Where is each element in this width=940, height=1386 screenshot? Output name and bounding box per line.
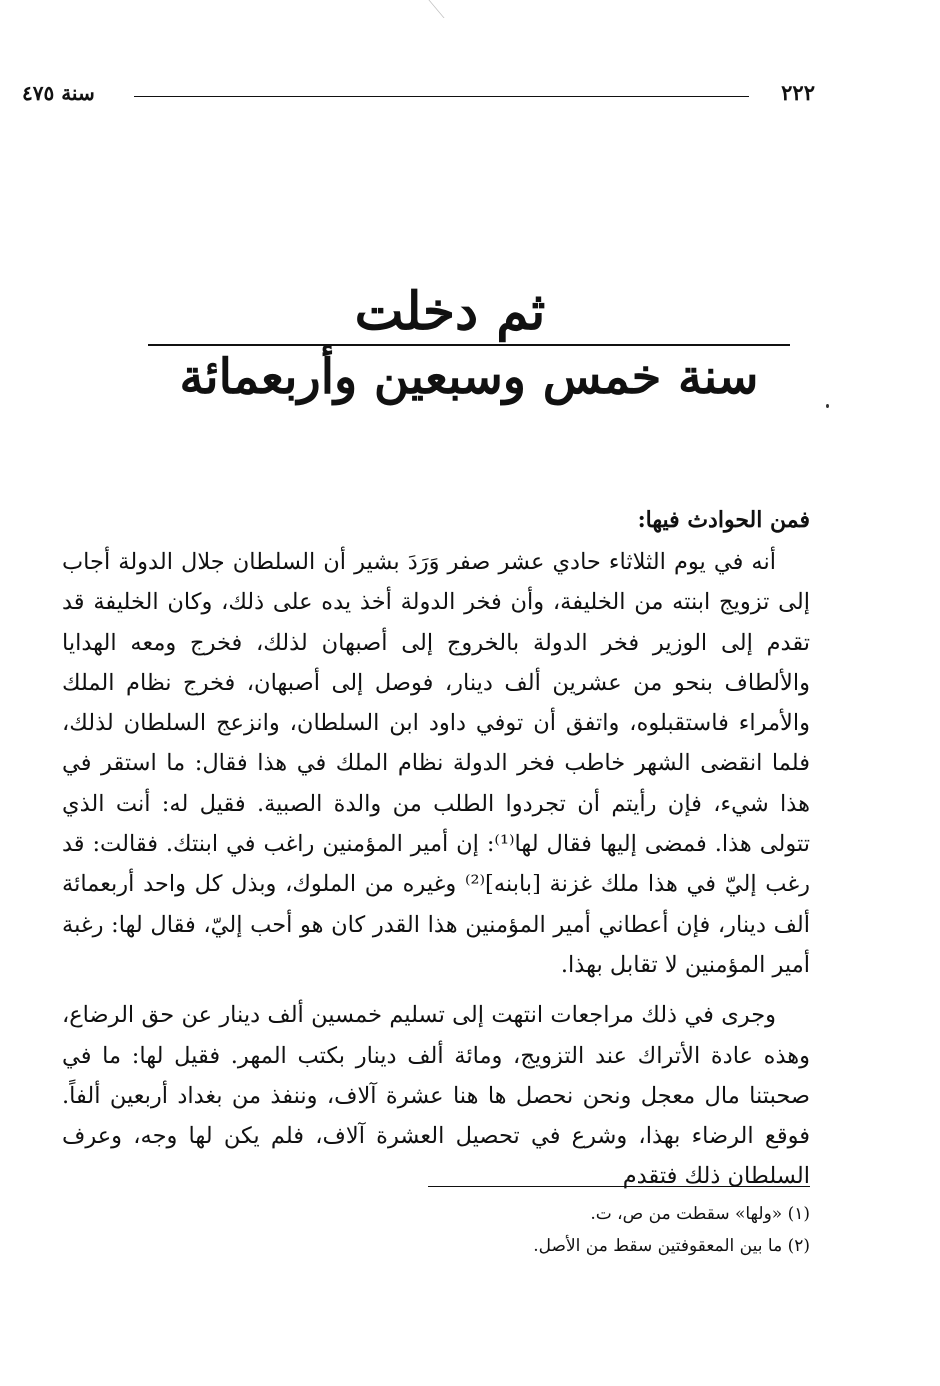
paragraph-2: وجرى في ذلك مراجعات انتهت إلى تسليم خمسين ألف دينار عن حق الرضاع، وهذه عادة الأتراك عند التزويج، ومائة ألف دينار بكتب المهر. فقيل لها: ما في صحبتنا مال معجل ونحن نحصل ها هنا عشرة آلاف، وننفذ من بغداد أربعين ألفاً. فوقع الرضاء بهذا، وشرع في تحصيل العشرة آلاف، فلم يكن لها وجه، وعرف السلطان ذلك فتقدم [62,1002,810,1190]
body-text [62,500,810,1197]
page-number: ٢٢٢ [781,80,815,105]
header-rule [134,96,749,97]
scan-dot [826,404,829,408]
running-header [22,78,815,110]
footnote-1: (١) «ولها» سقطت من ص، ت. [590,1204,810,1224]
footnote-2: (٢) ما بين المعقوفتين سقط من الأصل. [533,1236,810,1256]
year-label: سنة ٤٧٥ [22,81,95,105]
footnote-rule [428,1186,810,1187]
paragraph-1: أنه في يوم الثلاثاء حادي عشر صفر وَرَدَ بشير أن السلطان جلال الدولة أجاب إلى تزويج ابنته من الخليفة، وأن فخر الدولة أخذ يده على ذلك، وكان الخليفة قد تقدم إلى الوزير فخر الدولة بالخروج إلى أصبهان لذلك، فخرج ومعه الهدايا والألطاف بنحو من عشرين ألف دينار، فوصل إلى أصبهان، فخرج نظام الملك والأمراء فاستقبلوه، واتفق أن توفي داود ابن السلطان، وانزعج السلطان لذلك، فلما انقضى الشهر خاطب فخر الدولة نظام الملك في هذا فقال: ما استقر في هذا شيء، فإن رأيتم أن تجردوا الطلب من والدة الصبية. فقيل له: أنت الذي تتولى هذا. فمضى إليها فقال لها⁽¹⁾: إن أمير المؤمنين راغب في ابنتك. فقالت: قد رغب إليّ في هذا ملك غزنة [بابنه]⁽²⁾ وغيره من الملوك، وبذل كل واحد أربعمائة ألف دينار، فإن أعطاني أمير المؤمنين هذا القدر كان هو أحب إليّ، فقال لها: رغبة أمير المؤمنين لا تقابل بهذا. [62,549,811,978]
chapter-heading-line1: ثم دخلت [354,281,546,342]
footnotes [300,1198,810,1262]
chapter-heading-line2: سنة خمس وسبعين وأربعمائة [179,349,759,405]
section-subheading: فمن الحوادث فيها: [637,507,810,533]
scan-artifact [404,0,444,18]
